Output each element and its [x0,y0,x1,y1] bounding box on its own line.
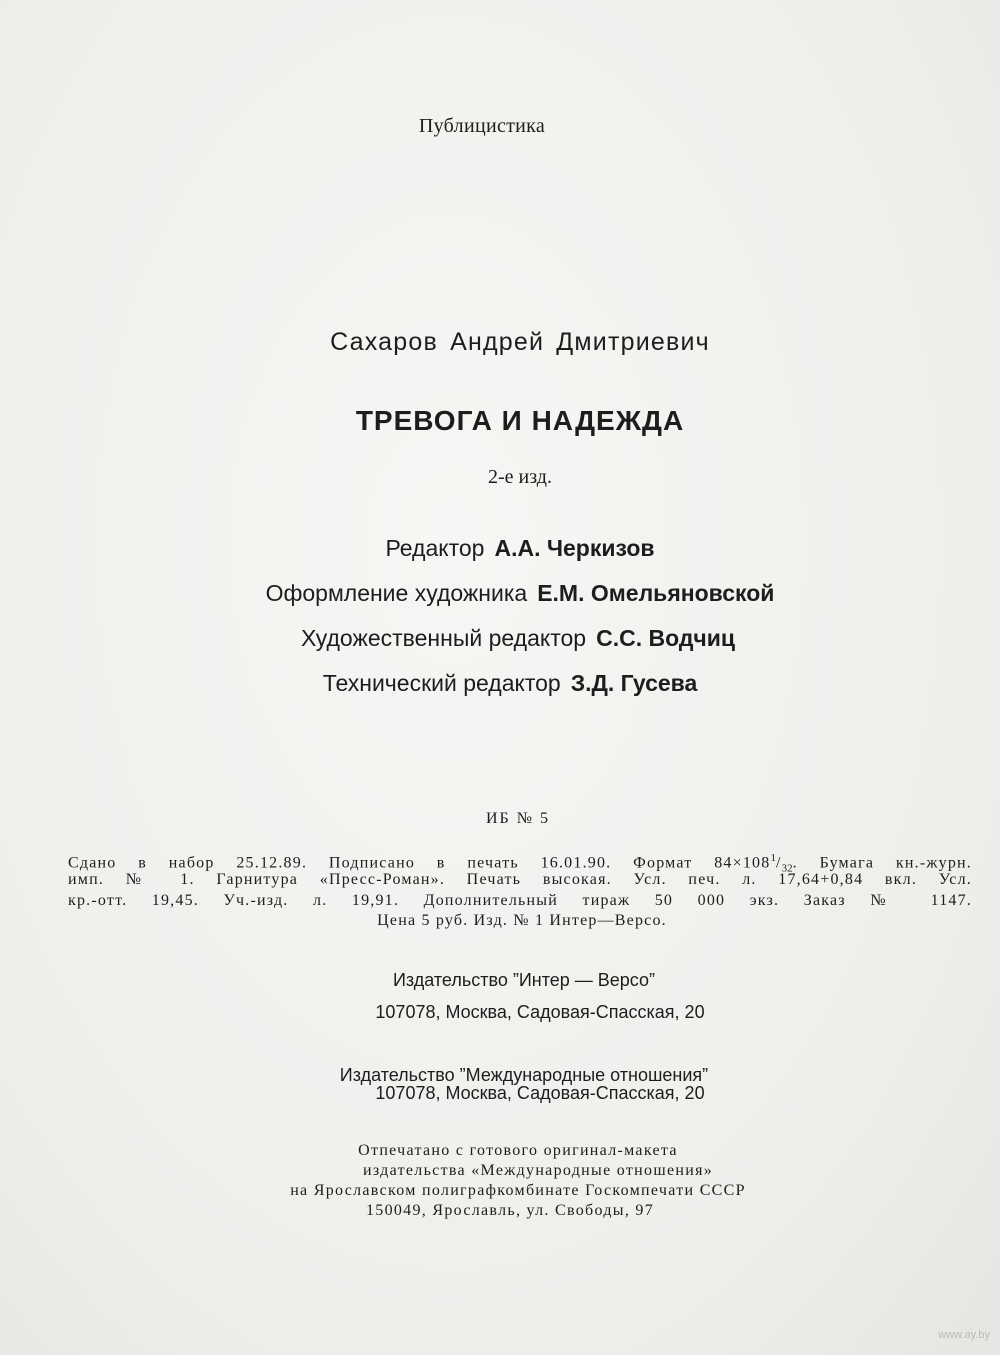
printing-line-1: Отпечатано с готового оригинал-макета [358,1142,678,1159]
credit-role: Редактор [385,535,485,561]
price-line: Цена 5 руб. Изд. № 1 Интер—Версо. [377,912,667,929]
credit-role: Художественный редактор [300,625,587,651]
credit-person: Е.М. Омельяновской [537,580,775,606]
publisher-address-1: 107078, Москва, Садовая-Спасская, 20 [375,1002,705,1022]
edition-label: 2-е изд. [488,466,552,488]
publisher-name-2: Издательство ”Международные отношения” [339,1065,709,1085]
credit-artist [20,580,1000,607]
imprint-line-3: кр.-отт. 19,45. Уч.-изд. л. 19,91. Дополнительный тираж 50 000 экз. Заказ № 1147. [68,892,972,909]
printing-line-3: на Ярославском полиграфкомбинате Госкомпечати СССР [290,1182,746,1199]
credit-editor [20,535,1000,562]
publisher-address-2: 107078, Москва, Садовая-Спасская, 20 [375,1083,705,1103]
credit-role: Оформление художника [265,580,528,606]
format-superscript: 1 [770,852,776,864]
author-name: Сахаров Андрей Дмитриевич [330,328,710,356]
imprint-line-1-start: Сдано в набор 25.12.89. Подписано в печать 16.01.90. Формат 84×108 [68,854,771,872]
genre-label: Публицистика [418,115,546,137]
credit-art-editor [18,625,1000,652]
format-subscript: 32 [781,862,793,875]
publisher-name-1: Издательство ”Интер — Версо” [392,970,656,990]
credit-tech-editor [10,670,1000,697]
ib-number: ИБ № 5 [485,810,550,827]
site-watermark: www.ay.by [938,1329,990,1341]
imprint-line-1-end: . Бумага кн.-журн. [792,854,972,872]
printing-line-2: издательства «Международные отношения» [362,1162,714,1179]
imprint-line-2: имп. № 1. Гарнитура «Пресс-Роман». Печать высокая. Усл. печ. л. 17,64+0,84 вкл. Усл. [68,871,972,888]
credit-person: А.А. Черкизов [494,535,655,561]
format-slash: / [775,854,782,872]
credit-role: Технический редактор [322,670,561,696]
credit-person: С.С. Водчиц [596,625,736,651]
printing-line-4: 150049, Ярославль, ул. Свободы, 97 [365,1202,655,1219]
book-title: ТРЕВОГА И НАДЕЖДА [355,405,685,436]
credit-person: З.Д. Гусева [570,670,698,696]
